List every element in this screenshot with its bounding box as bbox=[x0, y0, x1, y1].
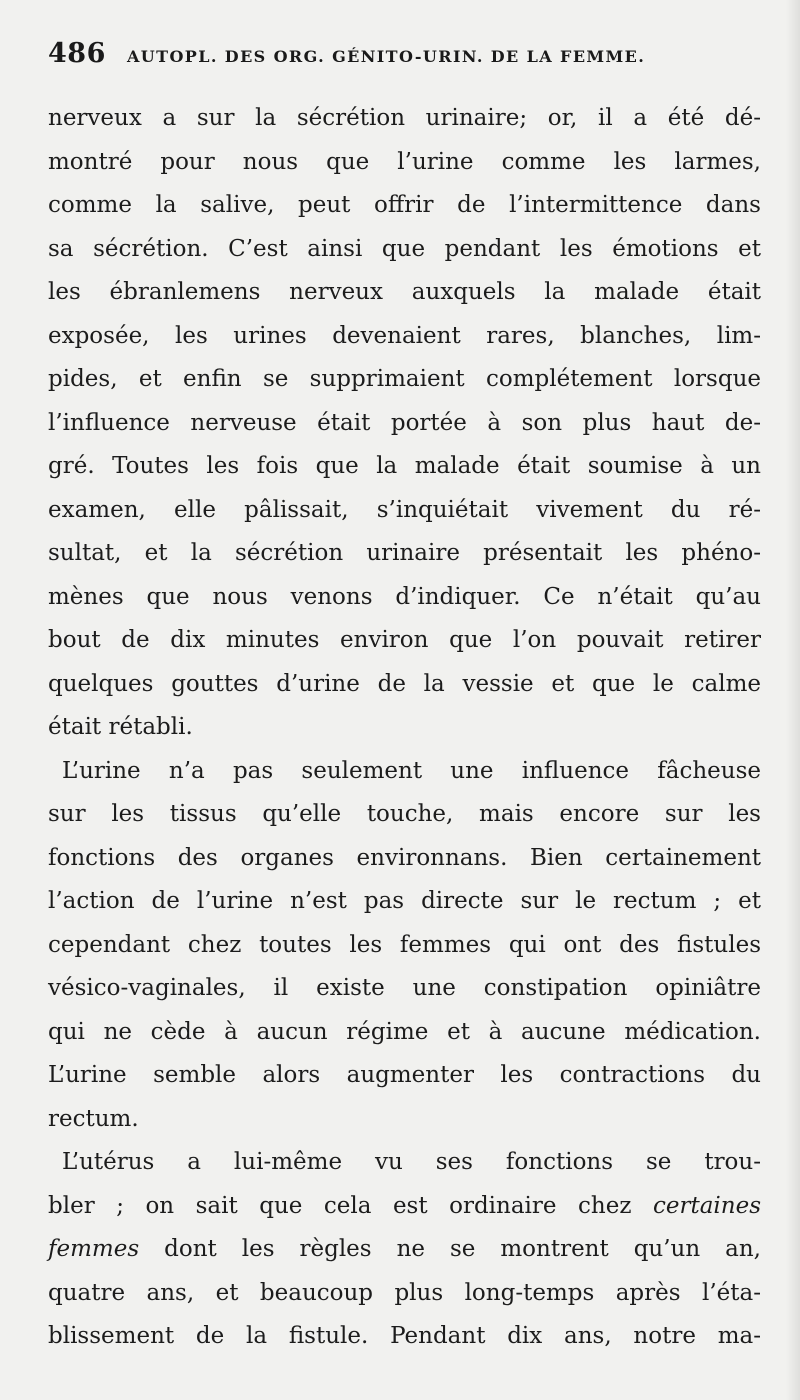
page-number: 486 bbox=[48, 38, 106, 69]
text-line: L’urine semble alors augmenter les contractions du bbox=[48, 1062, 761, 1088]
text-line: sultat, et la sécrétion urinaire présentait les phéno- bbox=[48, 540, 761, 566]
text-line: L’utérus a lui-même vu ses fonctions se trou- bbox=[62, 1149, 761, 1175]
text-line: L’urine n’a pas seulement une influence fâcheuse bbox=[62, 757, 761, 784]
text-line: quatre ans, et beaucoup plus long-temps après l’éta- bbox=[48, 1279, 761, 1306]
text-line: nerveux a sur la sécrétion urinaire; or, il a été dé- bbox=[48, 105, 761, 131]
text-line: pides, et enfin se supprimaient complétement lorsque bbox=[48, 366, 761, 392]
text-line: fonctions des organes environnans. Bien certainement bbox=[48, 844, 761, 871]
text-line bbox=[48, 1228, 761, 1272]
text-line: l’action de l’urine n’est pas directe sur le rectum ; et bbox=[48, 888, 761, 914]
text-line: l’influence nerveuse était portée à son plus haut de- bbox=[48, 409, 761, 436]
text-line bbox=[48, 1185, 761, 1229]
text-line: sa sécrétion. C’est ainsi que pendant les émotions et bbox=[48, 235, 761, 262]
italic-segment: femmes bbox=[48, 1236, 140, 1262]
text-line: sur les tissus qu’elle touche, mais encore sur les bbox=[48, 801, 761, 827]
text-line: examen, elle pâlissait, s’inquiétait vivement du ré- bbox=[48, 496, 761, 523]
text-line: exposée, les urines devenaient rares, blanches, lim- bbox=[48, 322, 761, 349]
text-line: mènes que nous venons d’indiquer. Ce n’était qu’au bbox=[48, 583, 761, 610]
text-line: bout de dix minutes environ que l’on pouvait retirer bbox=[48, 627, 761, 653]
italic-segment: certaines bbox=[652, 1192, 761, 1219]
text-line: les ébranlemens nerveux auxquels la malade était bbox=[48, 279, 761, 305]
text-line: était rétabli. bbox=[48, 714, 193, 740]
running-title: AUTOPL. DES ORG. GÉNITO-URIN. DE LA FEMME. bbox=[126, 47, 646, 66]
text-line: gré. Toutes les fois que la malade était soumise à un bbox=[48, 453, 761, 479]
text-segment: dont les règles ne se montrent qu’un an, bbox=[139, 1236, 761, 1262]
text-line: qui ne cède à aucun régime et à aucune médication. bbox=[48, 1018, 761, 1045]
running-head bbox=[48, 38, 760, 78]
text-line: cependant chez toutes les femmes qui ont des fistules bbox=[48, 931, 761, 958]
text-line: montré pour nous que l’urine comme les larmes, bbox=[48, 148, 761, 175]
text-line: quelques gouttes d’urine de la vessie et que le calme bbox=[48, 670, 761, 697]
body-text bbox=[48, 97, 761, 1359]
text-line: rectum. bbox=[48, 1105, 139, 1132]
text-line: vésico-vaginales, il existe une constipation opiniâtre bbox=[48, 975, 761, 1001]
text-segment: bler ; on sait que cela est ordinaire chez bbox=[48, 1192, 653, 1219]
text-line: comme la salive, peut offrir de l’intermittence dans bbox=[48, 192, 761, 218]
text-line: blissement de la fistule. Pendant dix ans, notre ma- bbox=[48, 1323, 761, 1349]
